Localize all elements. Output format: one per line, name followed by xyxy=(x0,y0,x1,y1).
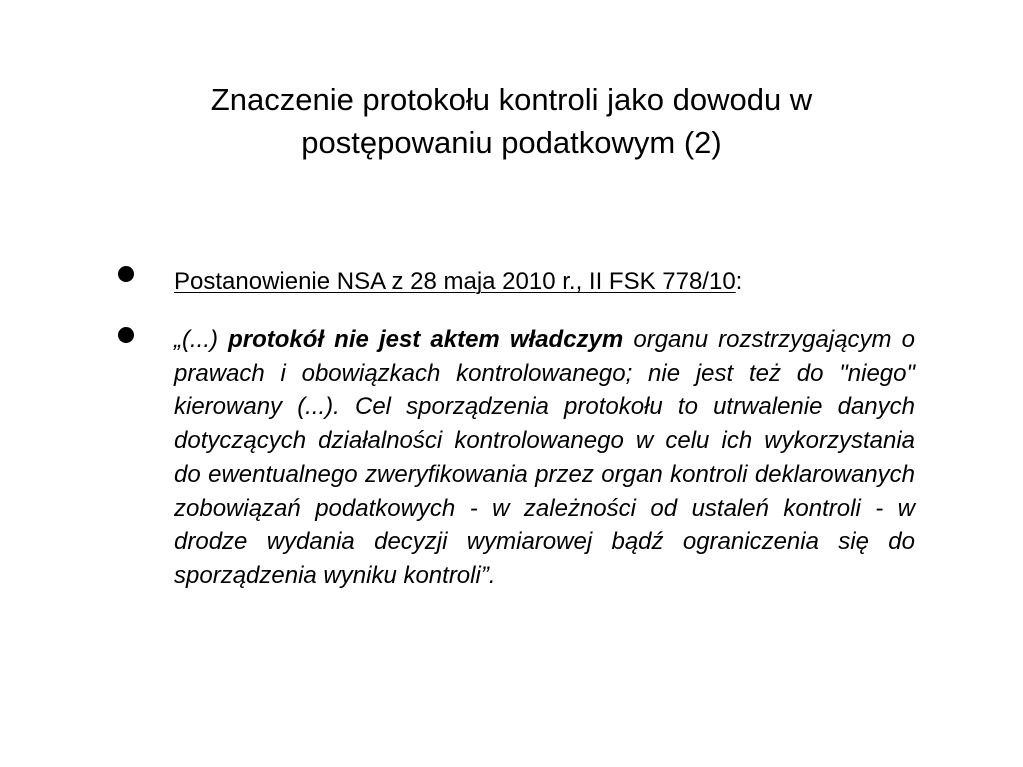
slide-title xyxy=(100,78,923,164)
title-line-2: postępowaniu podatkowym (2) xyxy=(301,125,722,160)
bullet-text-quote xyxy=(174,323,915,593)
bullet-icon xyxy=(118,327,134,343)
quote-bold-phrase: protokół nie jest aktem władczym xyxy=(228,326,624,353)
quote-open: „(...) xyxy=(174,326,229,353)
source-suffix: : xyxy=(735,268,743,295)
bullet-icon xyxy=(118,266,134,282)
bullet-text-source xyxy=(174,265,915,299)
title-line-1: Znaczenie protokołu kontroli jako dowodu w xyxy=(210,82,813,117)
source-reference-link[interactable]: Postanowienie NSA z 28 maja 2010 r., II FSK 778/10 xyxy=(174,268,736,295)
quote-rest: organu rozstrzygającym o prawach i obowiązkach kontrolowanego; nie jest też do "niego" kierowany (...). Cel sporządzenia protokołu to utrwalenie danych dotyczących działalności kontrolowanego w celu ich wykorzystania do ewentualnego zweryfikowania przez organ kontroli deklarowanych zobowiązań podatkowych - w zależności od ustaleń kontroli - w drodze wydania decyzji wymiarowej bądź ograniczenia się do sporządzenia wyniku kontroli”. xyxy=(174,326,915,589)
